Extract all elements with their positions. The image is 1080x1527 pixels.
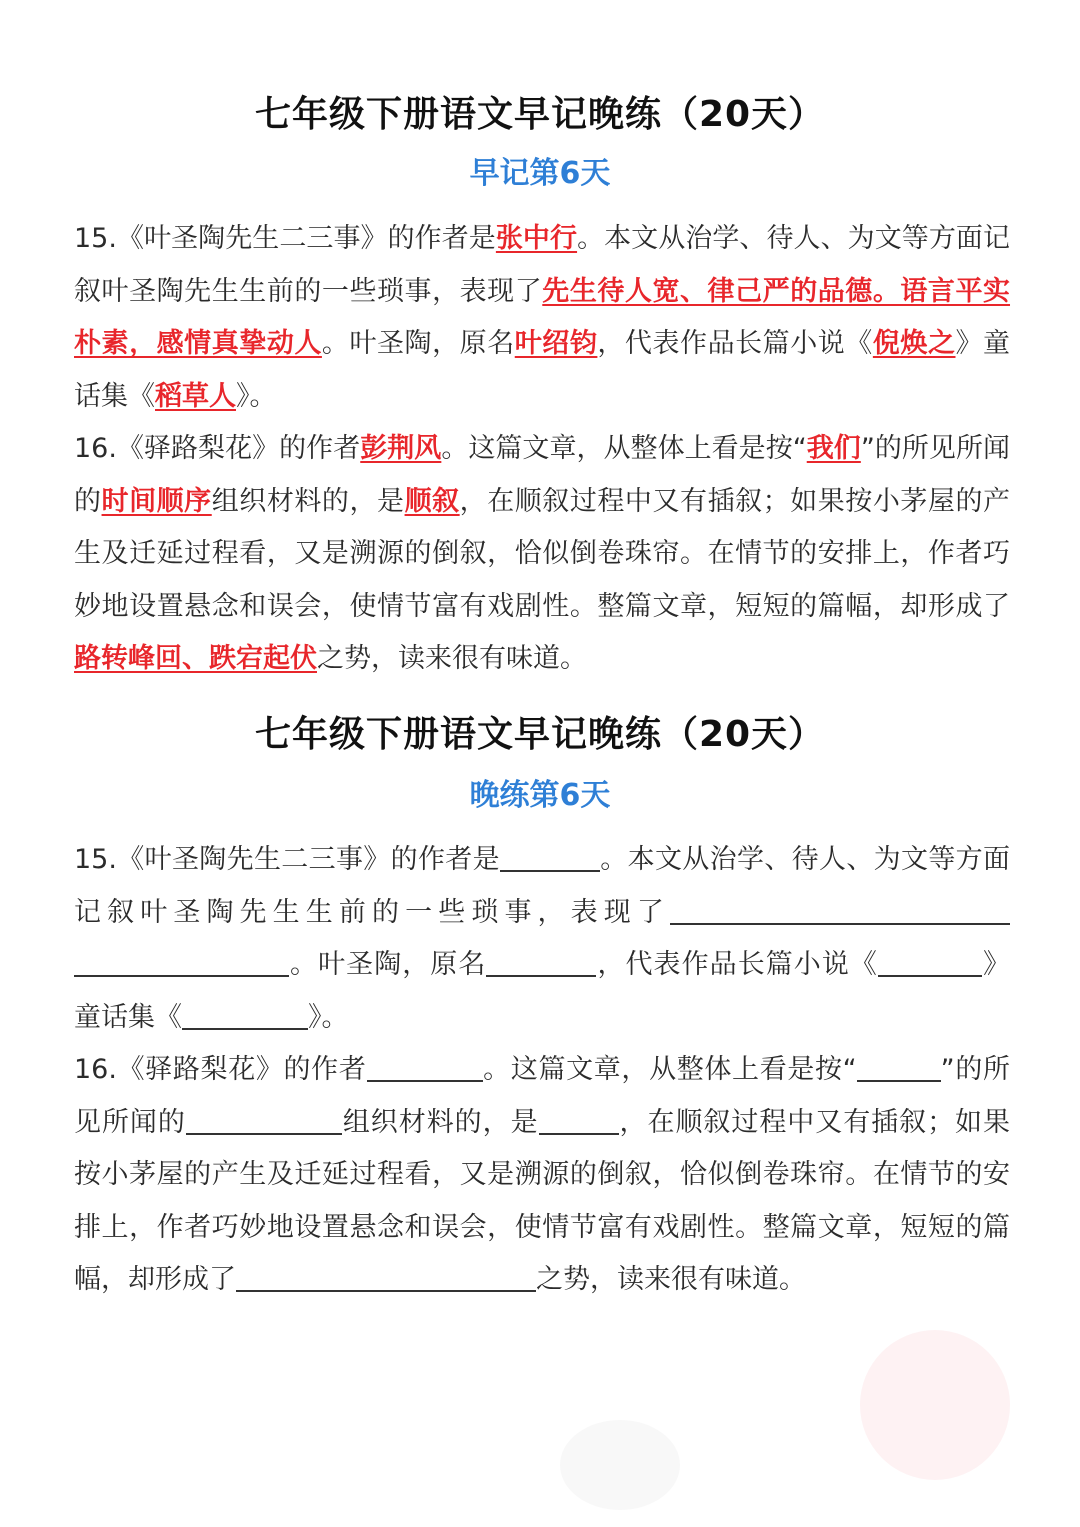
text-segment: ，在顺叙过程中又有插叙；如果按小茅屋的产生及迁延过程看，又是溯源的倒叙，恰似倒卷珠帘。在情节的安排上，作者巧妙地设置悬念和误会，使情节富有戏剧性。整篇文章，短短的篇幅，却形成了 (74, 1106, 1011, 1295)
blank-effect[interactable] (236, 1260, 536, 1292)
blank-theme-1[interactable] (670, 893, 1010, 925)
answer-theme: 先生待人宽、律己严的品德。语言平实朴素，感情真挚动人 (74, 275, 1011, 359)
morning-title: 七年级下册语文早记晚练（20天） (254, 94, 826, 135)
text-segment: 组织材料的，是 (211, 485, 405, 517)
morning-question-16 (74, 423, 1010, 686)
blank-original-name[interactable] (486, 945, 596, 977)
text-segment: 》童话集《 (74, 328, 1011, 412)
answer-narration: 顺叙 (404, 485, 460, 517)
blank-fairy-tale[interactable] (182, 998, 308, 1030)
text-segment: 16.《驿路梨花》的作者 (74, 1054, 367, 1085)
evening-question-15 (74, 834, 1010, 1044)
text-segment: ，代表作品长篇小说《 (596, 949, 878, 980)
evening-question-16 (74, 1044, 1010, 1307)
faint-watermark-blot (560, 1420, 680, 1510)
text-segment: 》童话集《 (74, 949, 1011, 1033)
text-segment: ”的所见所闻的 (74, 1054, 1010, 1138)
evening-title: 七年级下册语文早记晚练（20天） (254, 714, 826, 755)
text-segment: 之势，读来很有味道。 (317, 643, 587, 674)
text-segment: 15.《叶圣陶先生二三事》的作者是 (74, 223, 496, 254)
answer-fairy-tale: 稻草人 (155, 380, 236, 412)
text-segment: ”的所见所闻的 (74, 433, 1010, 517)
text-segment: 。叶圣陶，原名 (289, 949, 487, 980)
morning-subtitle: 早记第6天 (469, 156, 611, 191)
blank-novel[interactable] (878, 945, 982, 977)
text-segment: 》。 (308, 1001, 349, 1033)
faint-watermark-blot (860, 1330, 1010, 1480)
answer-effect: 路转峰回、跌宕起伏 (74, 643, 317, 674)
evening-subtitle: 晚练第6天 (469, 778, 611, 813)
answer-order: 时间顺序 (101, 485, 212, 517)
text-segment: 16.《驿路梨花》的作者 (74, 433, 361, 464)
text-segment: 。这篇文章，从整体上看是按“ (482, 1054, 857, 1085)
blank-theme-2[interactable] (74, 945, 289, 977)
text-segment: 。本文从治学、待人、为文等方面记叙叶圣陶先生生前的一些琐事，表现了 (74, 844, 1010, 928)
blank-order[interactable] (186, 1103, 342, 1135)
text-segment: 15.《叶圣陶先生二三事》的作者是 (74, 844, 500, 875)
answer-novel: 倪焕之 (872, 328, 956, 359)
text-segment: 。这篇文章，从整体上看是按“ (441, 433, 807, 464)
answer-narrator: 我们 (806, 433, 861, 464)
text-segment: 之势，读来很有味道。 (536, 1264, 806, 1295)
text-segment: 组织材料的，是 (341, 1106, 539, 1138)
answer-author: 张中行 (495, 223, 578, 254)
morning-question-15 (74, 213, 1010, 423)
text-segment: 。本文从治学、待人、为文等方面记叙叶圣陶先生生前的一些琐事，表现了 (74, 223, 1010, 307)
answer-author: 彭荆风 (360, 433, 442, 464)
text-segment: 。叶圣陶，原名 (321, 328, 515, 359)
blank-narrator[interactable] (857, 1050, 941, 1082)
text-segment: ，在顺叙过程中又有插叙；如果按小茅屋的产生及迁延过程看，又是溯源的倒叙，恰似倒卷珠帘。在情节的安排上，作者巧妙地设置悬念和误会，使情节富有戏剧性。整篇文章，短短的篇幅，却形成了 (74, 485, 1011, 622)
blank-narration[interactable] (539, 1103, 619, 1135)
blank-author[interactable] (500, 840, 600, 872)
answer-original-name: 叶绍钧 (514, 328, 598, 359)
text-segment: 》。 (236, 380, 277, 412)
text-segment: ，代表作品长篇小说《 (597, 328, 873, 359)
blank-author[interactable] (367, 1050, 483, 1082)
